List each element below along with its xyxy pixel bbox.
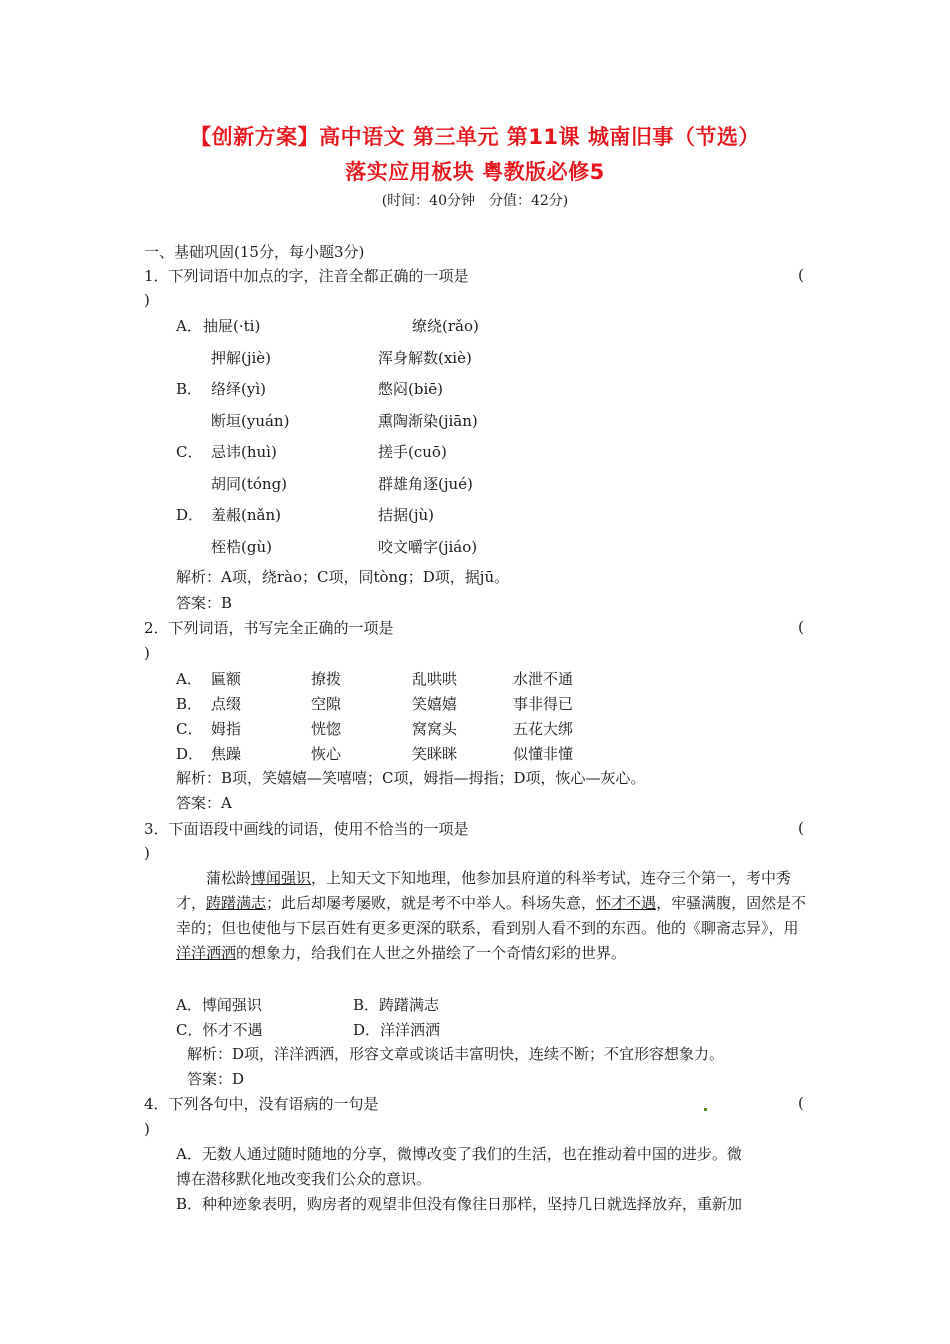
- q3-analysis: 解析：D项，洋洋洒洒，形容文章或谈话丰富明快，连续不断；不宜形容想象力。: [187, 1045, 725, 1063]
- q1-option-d-label: D．: [176, 506, 204, 524]
- q3-passage: 蒲松龄博闻强识，上知天文下知地理，他参加县府道的科举考试，连夺三个第一，考中秀才，踌躇满志；此后却屡考屡败，就是考不中举人。科场失意，怀才不遇，牢骚满腹，固然是不幸的；但也使他与下层百姓有更多更深的联系，看到别人看不到的东西。他的《聊斋志异》，用洋洋洒洒的想象力，给我们在人世之外描绘了一个奇情幻彩的世界。: [176, 869, 807, 962]
- q2-row-b-word2: 空隙: [311, 695, 342, 713]
- q2-row-b-word3: 笑嬉嬉: [412, 695, 458, 713]
- q4-paren-close: ): [144, 1120, 150, 1138]
- q2-row-c-word2: 恍惚: [311, 720, 342, 738]
- q2-row-b-word4: 事非得已: [513, 695, 574, 713]
- q2-row-a-word1: 匾额: [211, 670, 242, 688]
- q2-paren-open: (: [798, 618, 804, 636]
- q2-row-b-label: B．: [176, 695, 203, 713]
- q1-a-word1: 抽屉(·ti): [203, 317, 261, 335]
- q2-row-a-word2: 撩拨: [311, 670, 342, 688]
- q4-option-a-line2: 博在潜移默化地改变我们公众的意识。: [176, 1170, 432, 1188]
- q2-row-c-word3: 窝窝头: [412, 720, 458, 738]
- q1-stem: 1．下列词语中加点的字，注音全都正确的一项是: [144, 267, 469, 285]
- q3-answer: 答案：D: [187, 1070, 245, 1088]
- q1-c-word3: 胡同(tóng): [211, 475, 288, 493]
- q1-c-word1: 忌讳(huì): [211, 443, 277, 461]
- q3-option-c: C．怀才不遇: [176, 1021, 263, 1039]
- q2-row-c-label: C．: [176, 720, 203, 738]
- q3-option-d: D．洋洋洒洒: [353, 1021, 441, 1039]
- q2-stem: 2．下列词语，书写完全正确的一项是: [144, 619, 394, 637]
- underlined-term-1: 博闻强识: [251, 869, 312, 887]
- q2-paren-close: ): [144, 644, 150, 662]
- q3-paren-open: (: [798, 819, 804, 837]
- q1-d-word4: 咬文嚼字(jiáo): [378, 538, 478, 556]
- q3-stem: 3．下面语段中画线的词语，使用不恰当的一项是: [144, 820, 469, 838]
- q1-d-word2: 拮据(jù): [378, 506, 435, 524]
- q1-d-word1: 羞赧(nǎn): [211, 506, 281, 524]
- q2-row-d-word3: 笑眯眯: [412, 745, 458, 763]
- q1-b-word4: 熏陶渐染(jiān): [378, 412, 478, 430]
- underlined-term-2: 踌躇满志: [206, 894, 267, 912]
- q3-option-b: B．踌躇满志: [353, 996, 440, 1014]
- q1-b-word1: 络绎(yì): [211, 380, 266, 398]
- q1-answer: 答案：B: [176, 594, 233, 612]
- q2-answer: 答案：A: [176, 794, 232, 812]
- underlined-term-3: 怀才不遇: [596, 894, 657, 912]
- q1-b-word2: 憋闷(biē): [378, 380, 443, 398]
- document-title-line2: 落实应用板块 粤教版必修5: [345, 160, 605, 184]
- q1-analysis: 解析：A项，绕rào；C项，同tòng；D项，据jū。: [176, 568, 510, 586]
- document-title-line1: 【创新方案】高中语文 第三单元 第11课 城南旧事（节选）: [190, 125, 760, 149]
- q1-option-a-label: A．: [176, 317, 202, 335]
- q1-paren-close: ): [144, 291, 150, 309]
- section-heading: 一、基础巩固(15分，每小题3分): [144, 243, 365, 261]
- q2-row-a-word3: 乱哄哄: [412, 670, 458, 688]
- q1-a-word4: 浑身解数(xiè): [378, 349, 472, 367]
- q2-row-c-word1: 姆指: [211, 720, 242, 738]
- q2-row-d-word2: 恢心: [311, 745, 342, 763]
- q2-row-c-word4: 五花大绑: [513, 720, 574, 738]
- stray-mark: [704, 1108, 707, 1111]
- q1-b-word3: 断垣(yuán): [211, 412, 290, 430]
- q2-row-b-word1: 点缀: [211, 695, 242, 713]
- q4-option-a-line1: A．无数人通过随时随地的分享，微博改变了我们的生活，也在推动着中国的进步。微: [176, 1145, 742, 1163]
- q2-analysis: 解析：B项，笑嬉嬉—笑嘻嘻；C项，姆指—拇指；D项，恢心—灰心。: [176, 769, 646, 787]
- q2-row-d-word1: 焦躁: [211, 745, 242, 763]
- q2-row-a-word4: 水泄不通: [513, 670, 574, 688]
- q3-option-a: A．博闻强识: [176, 996, 262, 1014]
- q1-paren-open: (: [798, 266, 804, 284]
- underlined-term-4: 洋洋洒洒: [176, 944, 237, 962]
- q1-option-b-label: B．: [176, 380, 203, 398]
- q2-row-d-word4: 似懂非懂: [513, 745, 574, 763]
- q4-option-b-line1: B．种种迹象表明，购房者的观望非但没有像往日那样，坚持几日就选择放弃，重新加: [176, 1195, 743, 1213]
- q1-a-word2: 缭绕(rǎo): [412, 317, 479, 335]
- time-score-info: (时间：40分钟 分值：42分): [381, 193, 569, 209]
- q4-stem: 4．下列各句中，没有语病的一句是: [144, 1095, 379, 1113]
- q1-option-c-label: C．: [176, 443, 203, 461]
- q1-d-word3: 桎梏(gù): [211, 538, 272, 556]
- q2-row-a-label: A．: [176, 670, 202, 688]
- q1-c-word4: 群雄角逐(jué): [378, 475, 473, 493]
- q2-row-d-label: D．: [176, 745, 204, 763]
- q1-c-word2: 搓手(cuō): [378, 443, 447, 461]
- q3-paren-close: ): [144, 844, 150, 862]
- q1-a-word3: 押解(jiè): [211, 349, 272, 367]
- q4-paren-open: (: [798, 1094, 804, 1112]
